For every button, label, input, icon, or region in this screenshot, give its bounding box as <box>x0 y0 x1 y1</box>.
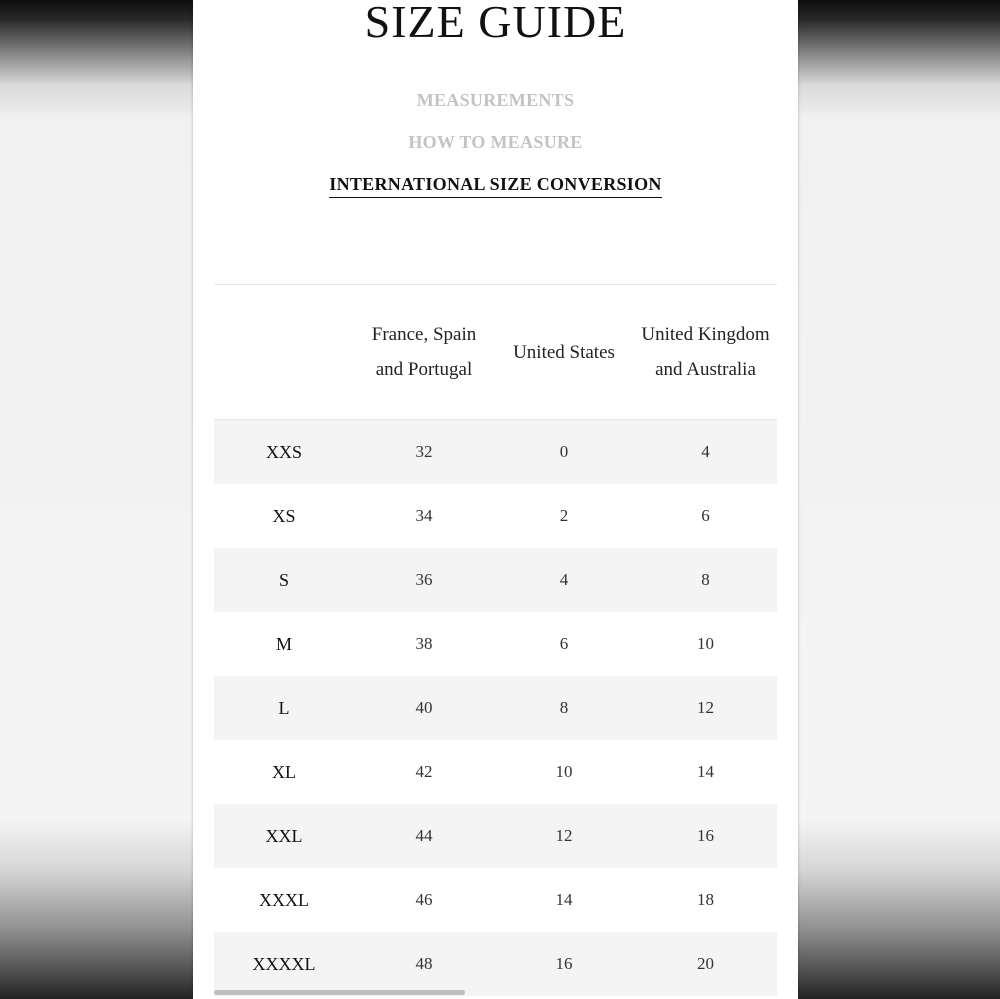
tab-measurements[interactable] <box>193 90 798 113</box>
table-row <box>214 932 777 996</box>
cell-united-states: 4 <box>494 548 634 612</box>
cell-uk-australia: 10 <box>634 612 777 676</box>
cell-size: XXXL <box>214 868 354 932</box>
cell-uk-australia: 4 <box>634 420 777 485</box>
cell-size: S <box>214 548 354 612</box>
cell-size: XXS <box>214 420 354 485</box>
page-title: SIZE GUIDE <box>364 0 627 47</box>
cell-france-spain-portugal: 48 <box>354 932 494 996</box>
cell-united-states: 0 <box>494 420 634 485</box>
cell-france-spain-portugal: 36 <box>354 548 494 612</box>
cell-france-spain-portugal: 44 <box>354 804 494 868</box>
tab-label: HOW TO MEASURE <box>408 132 583 152</box>
header-size <box>214 285 354 420</box>
cell-uk-australia: 14 <box>634 740 777 804</box>
cell-size: XL <box>214 740 354 804</box>
cell-united-states: 12 <box>494 804 634 868</box>
cell-france-spain-portugal: 42 <box>354 740 494 804</box>
cell-france-spain-portugal: 38 <box>354 612 494 676</box>
cell-united-states: 10 <box>494 740 634 804</box>
cell-uk-australia: 16 <box>634 804 777 868</box>
cell-size: XS <box>214 484 354 548</box>
cell-france-spain-portugal: 32 <box>354 420 494 485</box>
cell-france-spain-portugal: 40 <box>354 676 494 740</box>
tab-how-to-measure[interactable] <box>193 132 798 155</box>
table-row <box>214 868 777 932</box>
table-row <box>214 484 777 548</box>
cell-uk-australia: 20 <box>634 932 777 996</box>
table-row <box>214 420 777 485</box>
table-row <box>214 804 777 868</box>
size-guide-panel <box>193 0 798 999</box>
header-france-spain-portugal: France, Spain and Portugal <box>354 285 494 420</box>
cell-france-spain-portugal: 46 <box>354 868 494 932</box>
table-row <box>214 612 777 676</box>
cell-united-states: 6 <box>494 612 634 676</box>
table-row <box>214 548 777 612</box>
tab-international-size-conversion[interactable] <box>193 174 798 198</box>
cell-uk-australia: 12 <box>634 676 777 740</box>
cell-size: M <box>214 612 354 676</box>
header-united-states: United States <box>494 285 634 420</box>
cell-united-states: 8 <box>494 676 634 740</box>
cell-uk-australia: 18 <box>634 868 777 932</box>
cell-size: XXXXL <box>214 932 354 996</box>
cell-size: L <box>214 676 354 740</box>
size-conversion-table <box>214 284 777 996</box>
horizontal-scrollbar[interactable] <box>214 990 465 995</box>
cell-united-states: 16 <box>494 932 634 996</box>
cell-united-states: 14 <box>494 868 634 932</box>
cell-uk-australia: 8 <box>634 548 777 612</box>
tab-label: MEASUREMENTS <box>416 90 575 110</box>
table-row <box>214 740 777 804</box>
table-header-row <box>214 285 777 420</box>
header-uk-australia: United Kingdom and Australia <box>634 285 777 420</box>
table-row <box>214 676 777 740</box>
cell-united-states: 2 <box>494 484 634 548</box>
cell-france-spain-portugal: 34 <box>354 484 494 548</box>
cell-uk-australia: 6 <box>634 484 777 548</box>
cell-size: XXL <box>214 804 354 868</box>
tab-label: INTERNATIONAL SIZE CONVERSION <box>329 174 661 198</box>
